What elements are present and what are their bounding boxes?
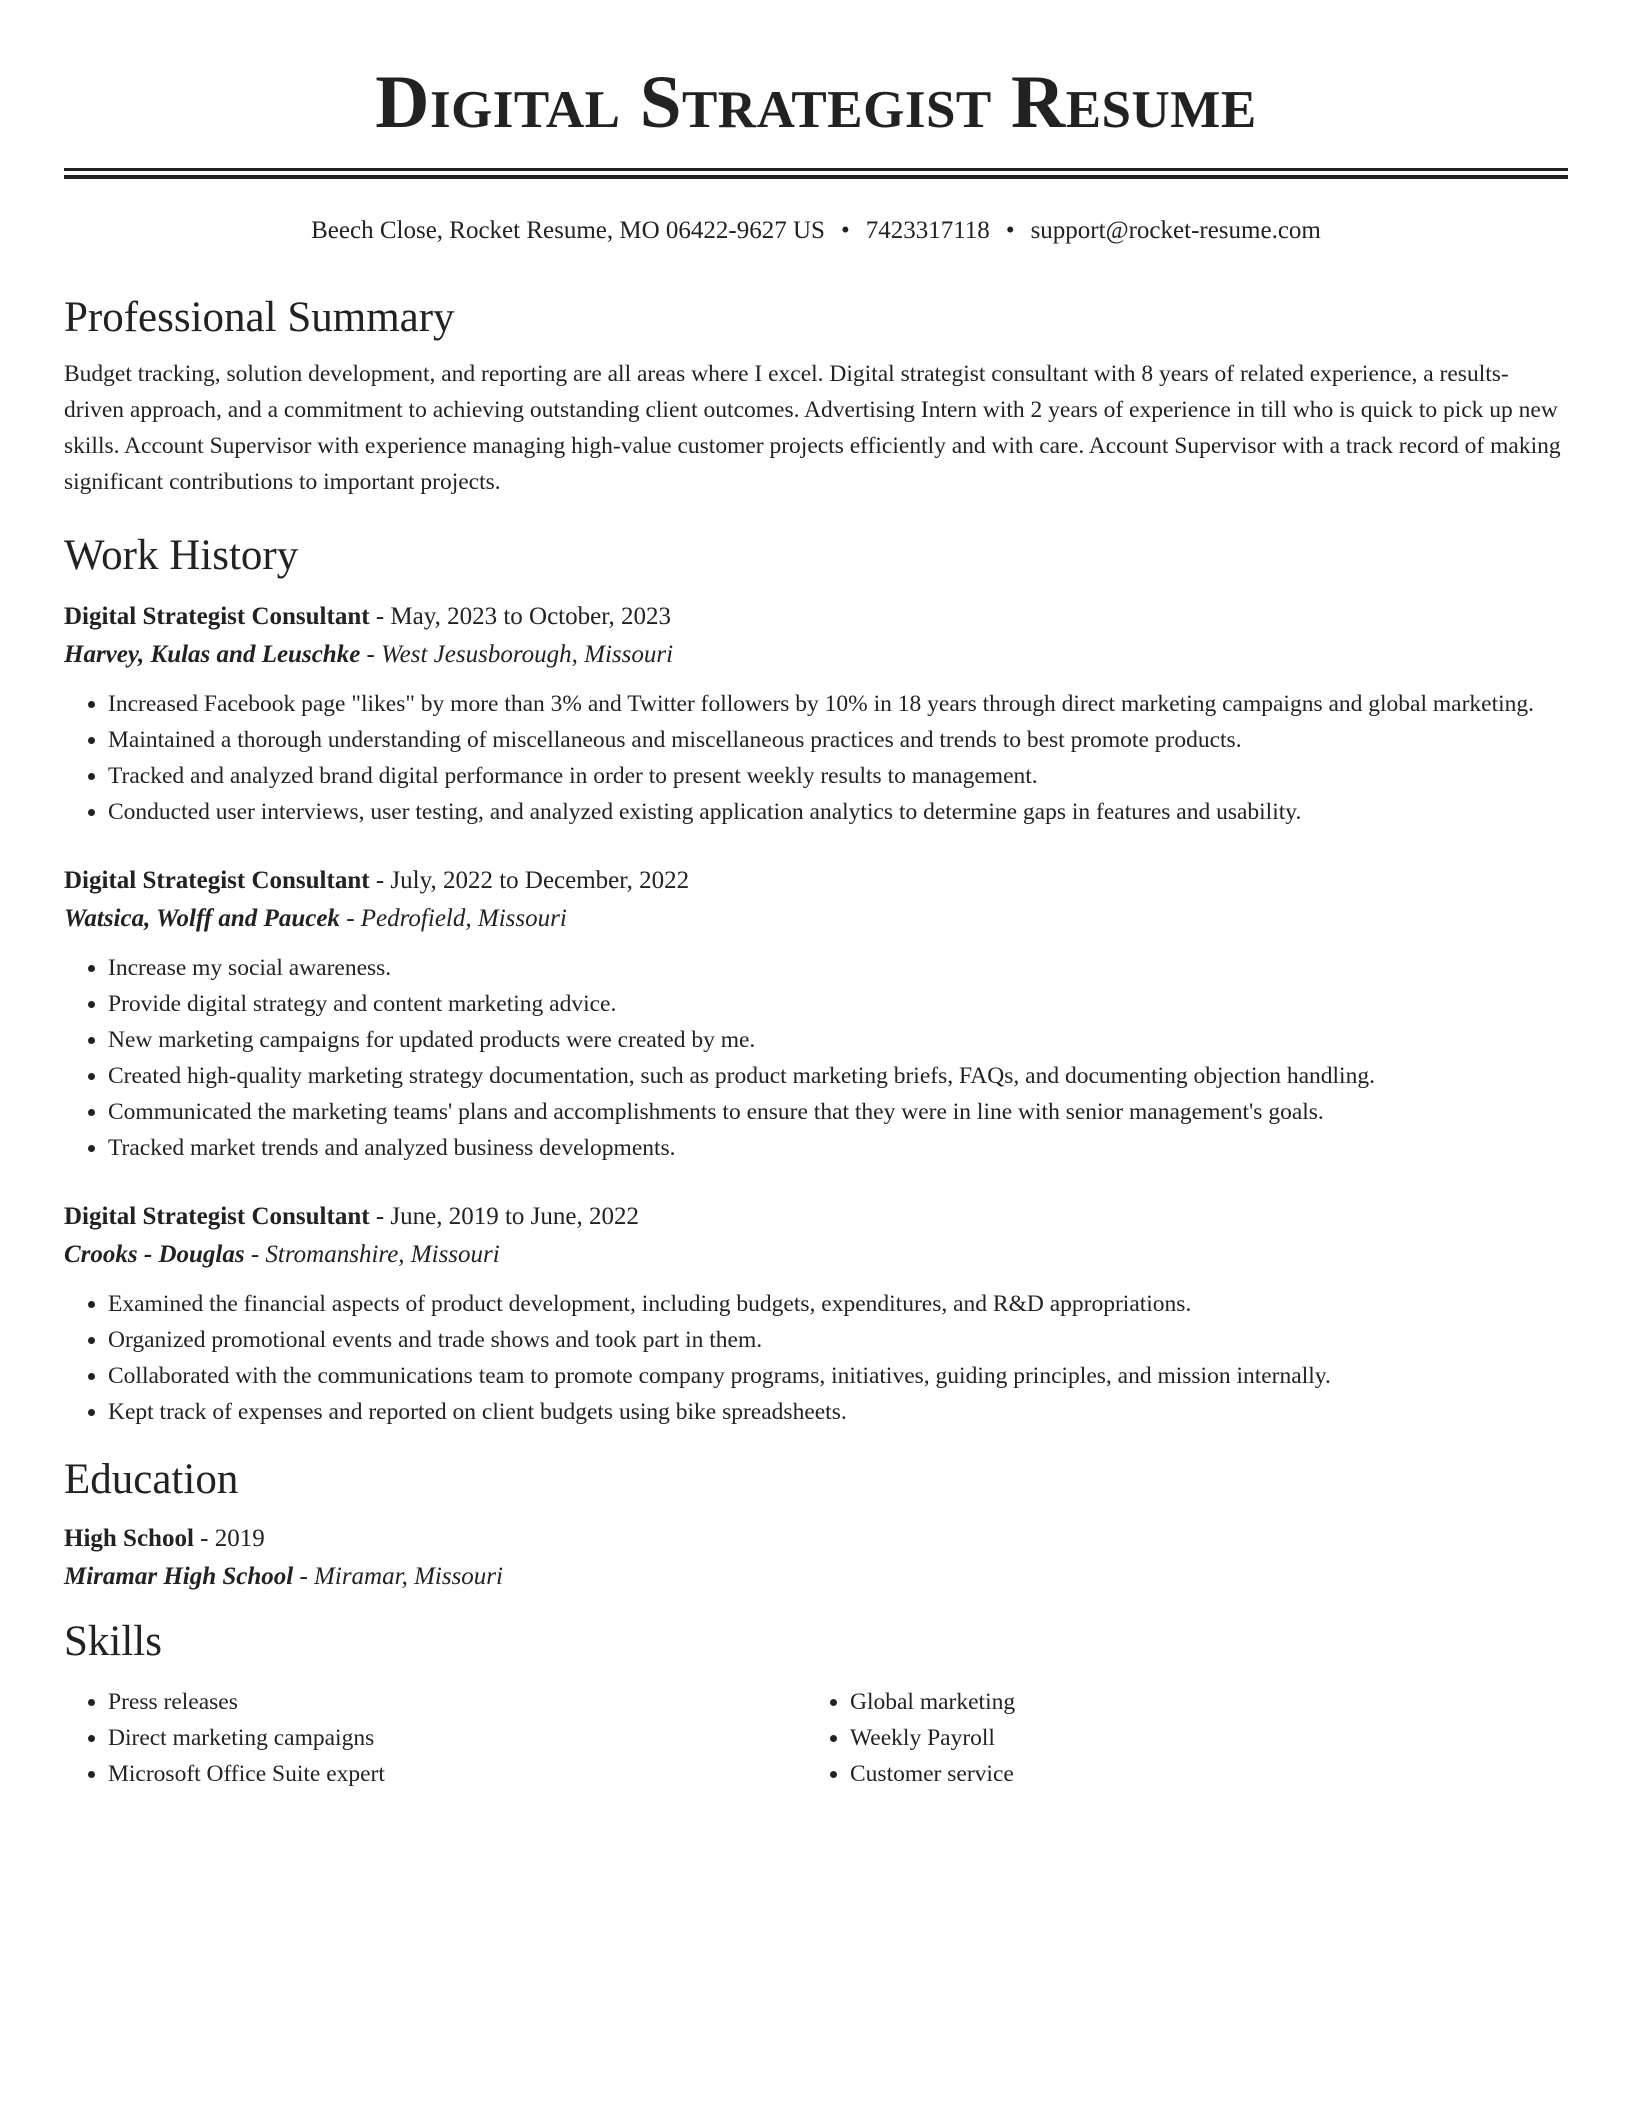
skill-item: • Direct marketing campaigns <box>108 1720 806 1756</box>
skills-section <box>64 1614 1568 1792</box>
resume-body <box>64 290 1568 1792</box>
education-section <box>64 1452 1568 1596</box>
job-bullet: • New marketing campaigns for updated products were created by me. <box>108 1022 1568 1058</box>
job-bullet: • Created high-quality marketing strategy documentation, such as product marketing briefs, FAQs, and documenting objection handling. <box>108 1058 1568 1094</box>
title-divider-bottom <box>64 175 1568 179</box>
job-location: - Pedrofield, Missouri <box>339 905 567 932</box>
education-entry <box>64 1520 1568 1596</box>
job-bullet: • Collaborated with the communications team to promote company programs, initiatives, guiding principles, and mission internally. <box>108 1358 1568 1394</box>
job-title-line <box>64 862 1568 900</box>
summary-section <box>64 290 1568 500</box>
skills-column-right <box>806 1684 1550 1792</box>
job-title: Digital Strategist Consultant <box>64 867 370 894</box>
skills-column-left <box>64 1684 806 1792</box>
education-school-line <box>64 1558 1568 1596</box>
job-bullet: • Provide digital strategy and content marketing advice. <box>108 986 1568 1022</box>
job-bullet: • Examined the financial aspects of product development, including budgets, expenditures, and R&D appropriations. <box>108 1286 1568 1322</box>
job-title: Digital Strategist Consultant <box>64 603 370 630</box>
job-dates: - July, 2022 to December, 2022 <box>369 867 690 894</box>
job-company: Harvey, Kulas and Leuschke <box>64 641 361 668</box>
job-bullet: • Tracked and analyzed brand digital performance in order to present weekly results to management. <box>108 758 1568 794</box>
job-company-line <box>64 1236 1568 1274</box>
job-company-line <box>64 636 1568 674</box>
resume-title: Digital Strategist Resume <box>375 61 1257 144</box>
job-bullet: • Increased Facebook page "likes" by more than 3% and Twitter followers by 10% in 18 years through direct marketing campaigns and global marketing. <box>108 686 1568 722</box>
education-school: Miramar High School <box>64 1563 294 1590</box>
contact-line <box>64 214 1568 248</box>
work-history-section <box>64 528 1568 1430</box>
job-dates: - May, 2023 to October, 2023 <box>369 603 672 630</box>
job-entry <box>64 598 1568 830</box>
job-bullet-list <box>64 686 1568 830</box>
job-bullet-list <box>64 1286 1568 1430</box>
contact-address: Beech Close, Rocket Resume, MO 06422-9627 US <box>311 217 825 244</box>
education-heading: Education <box>64 1456 239 1503</box>
job-company-line <box>64 900 1568 938</box>
job-bullet: • Maintained a thorough understanding of miscellaneous and miscellaneous practices and trends to best promote products. <box>108 722 1568 758</box>
education-year: - 2019 <box>193 1525 265 1552</box>
contact-separator: • <box>840 217 850 244</box>
job-company: Crooks - Douglas <box>64 1241 245 1268</box>
skill-item: • Microsoft Office Suite expert <box>108 1756 806 1792</box>
title-divider-top <box>64 168 1568 171</box>
skill-item: • Press releases <box>108 1684 806 1720</box>
job-bullet-list <box>64 950 1568 1166</box>
summary-heading: Professional Summary <box>64 294 455 341</box>
job-title: Digital Strategist Consultant <box>64 1203 370 1230</box>
job-bullet: • Tracked market trends and analyzed business developments. <box>108 1130 1568 1166</box>
job-location: - Stromanshire, Missouri <box>244 1241 500 1268</box>
job-bullet: • Communicated the marketing teams' plans and accomplishments to ensure that they were in line with senior management's goals. <box>108 1094 1568 1130</box>
job-entry <box>64 1198 1568 1430</box>
job-title-line <box>64 598 1568 636</box>
education-degree: High School <box>64 1525 194 1552</box>
job-bullet: • Kept track of expenses and reported on client budgets using bike spreadsheets. <box>108 1394 1568 1430</box>
job-bullet: • Organized promotional events and trade shows and took part in them. <box>108 1322 1568 1358</box>
skills-heading: Skills <box>64 1618 162 1665</box>
job-bullet: • Conducted user interviews, user testing, and analyzed existing application analytics to determine gaps in features and usability. <box>108 794 1568 830</box>
skill-item: • Weekly Payroll <box>850 1720 1550 1756</box>
contact-separator: • <box>1005 217 1015 244</box>
education-location: - Miramar, Missouri <box>293 1563 503 1590</box>
skill-item: • Global marketing <box>850 1684 1550 1720</box>
job-company: Watsica, Wolff and Paucek <box>64 905 340 932</box>
job-location: - West Jesusborough, Missouri <box>360 641 674 668</box>
skills-columns <box>64 1684 1568 1792</box>
summary-text: Budget tracking, solution development, and reporting are all areas where I excel. Digital strategist consultant with 8 years of related experience, a results-driven approach, and a commitment to achieving outstanding client outcomes. Advertising Intern with 2 years of experience in till who is quick to pick up new skills. Account Supervisor with experience managing high-value customer projects efficiently and with care. Account Supervisor with a track record of making significant contributions to important projects. <box>64 361 1561 495</box>
work-history-heading: Work History <box>64 532 299 579</box>
job-dates: - June, 2019 to June, 2022 <box>369 1203 639 1230</box>
job-entry <box>64 862 1568 1166</box>
job-title-line <box>64 1198 1568 1236</box>
education-degree-line <box>64 1520 1568 1558</box>
job-bullet: • Increase my social awareness. <box>108 950 1568 986</box>
skill-item: • Customer service <box>850 1756 1550 1792</box>
contact-phone: 7423317118 <box>865 217 990 244</box>
contact-email: support@rocket-resume.com <box>1030 217 1321 244</box>
